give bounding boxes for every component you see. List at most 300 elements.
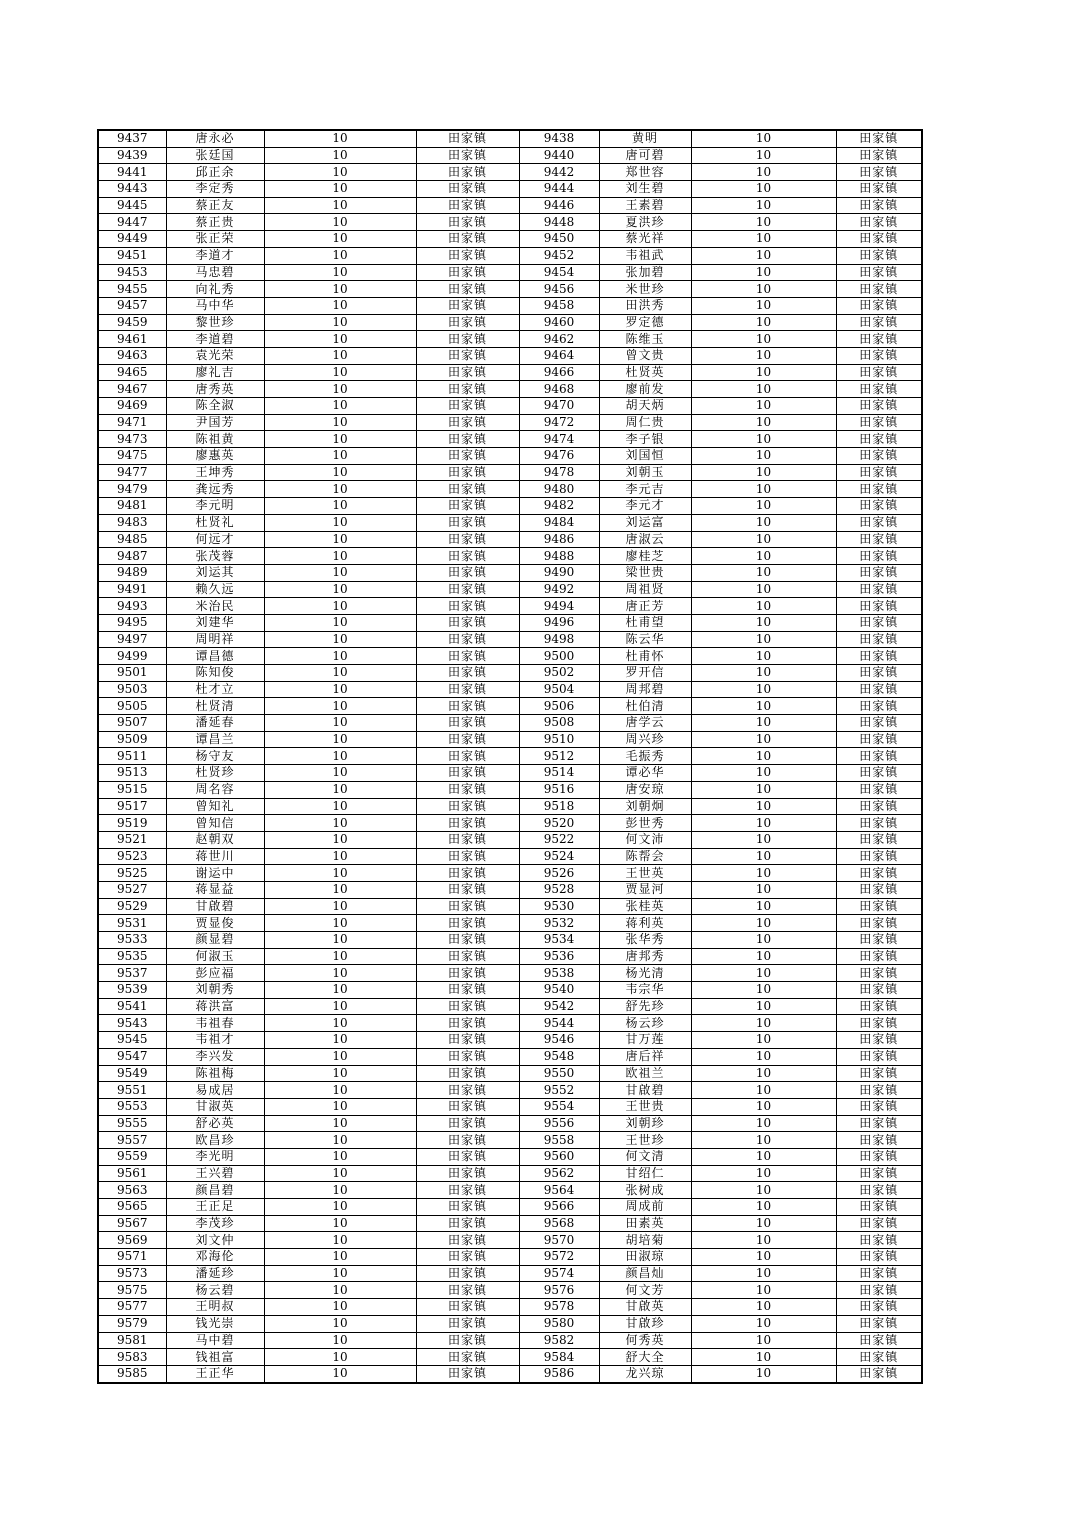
amount-cell: 10 xyxy=(691,1165,836,1182)
town-cell: 田家镇 xyxy=(416,932,519,949)
amount-cell: 10 xyxy=(264,481,416,498)
town-cell: 田家镇 xyxy=(416,448,519,465)
town-cell: 田家镇 xyxy=(836,1148,922,1165)
amount-cell: 10 xyxy=(264,731,416,748)
number-cell: 9459 xyxy=(98,314,166,331)
number-cell: 9502 xyxy=(519,665,599,682)
number-cell: 9558 xyxy=(519,1132,599,1149)
table-row xyxy=(98,548,922,565)
amount-cell: 10 xyxy=(264,948,416,965)
number-cell: 9554 xyxy=(519,1098,599,1115)
name-cell: 罗开信 xyxy=(599,665,691,682)
amount-cell: 10 xyxy=(691,932,836,949)
name-cell: 唐正芳 xyxy=(599,598,691,615)
amount-cell: 10 xyxy=(264,631,416,648)
town-cell: 田家镇 xyxy=(416,1048,519,1065)
amount-cell: 10 xyxy=(691,748,836,765)
name-cell: 马中华 xyxy=(166,297,264,314)
number-cell: 9460 xyxy=(519,314,599,331)
town-cell: 田家镇 xyxy=(836,731,922,748)
name-cell: 刘运富 xyxy=(599,514,691,531)
name-cell: 胡培菊 xyxy=(599,1232,691,1249)
number-cell: 9457 xyxy=(98,297,166,314)
town-cell: 田家镇 xyxy=(836,297,922,314)
town-cell: 田家镇 xyxy=(416,1215,519,1232)
amount-cell: 10 xyxy=(264,448,416,465)
amount-cell: 10 xyxy=(691,1232,836,1249)
town-cell: 田家镇 xyxy=(836,848,922,865)
table-row xyxy=(98,531,922,548)
name-cell: 何秀英 xyxy=(599,1332,691,1349)
amount-cell: 10 xyxy=(264,1332,416,1349)
name-cell: 杜甫望 xyxy=(599,614,691,631)
name-cell: 王明叔 xyxy=(166,1299,264,1316)
name-cell: 唐后祥 xyxy=(599,1048,691,1065)
number-cell: 9472 xyxy=(519,414,599,431)
amount-cell: 10 xyxy=(691,314,836,331)
number-cell: 9471 xyxy=(98,414,166,431)
town-cell: 田家镇 xyxy=(836,982,922,999)
table-row xyxy=(98,1249,922,1266)
amount-cell: 10 xyxy=(691,1282,836,1299)
table-row xyxy=(98,881,922,898)
name-cell: 龚远秀 xyxy=(166,481,264,498)
name-cell: 张廷国 xyxy=(166,147,264,164)
town-cell: 田家镇 xyxy=(416,1265,519,1282)
name-cell: 廖桂芝 xyxy=(599,548,691,565)
number-cell: 9443 xyxy=(98,181,166,198)
number-cell: 9531 xyxy=(98,915,166,932)
number-cell: 9545 xyxy=(98,1032,166,1049)
amount-cell: 10 xyxy=(264,1232,416,1249)
town-cell: 田家镇 xyxy=(416,1082,519,1099)
amount-cell: 10 xyxy=(691,331,836,348)
name-cell: 王世贵 xyxy=(599,1098,691,1115)
town-cell: 田家镇 xyxy=(416,631,519,648)
amount-cell: 10 xyxy=(264,1249,416,1266)
town-cell: 田家镇 xyxy=(416,181,519,198)
name-cell: 曾文贵 xyxy=(599,347,691,364)
number-cell: 9544 xyxy=(519,1015,599,1032)
town-cell: 田家镇 xyxy=(836,748,922,765)
number-cell: 9567 xyxy=(98,1215,166,1232)
town-cell: 田家镇 xyxy=(416,748,519,765)
table-row xyxy=(98,1282,922,1299)
number-cell: 9566 xyxy=(519,1199,599,1216)
amount-cell: 10 xyxy=(691,481,836,498)
amount-cell: 10 xyxy=(264,414,416,431)
number-cell: 9550 xyxy=(519,1065,599,1082)
town-cell: 田家镇 xyxy=(836,681,922,698)
amount-cell: 10 xyxy=(264,548,416,565)
amount-cell: 10 xyxy=(264,281,416,298)
number-cell: 9585 xyxy=(98,1365,166,1382)
town-cell: 田家镇 xyxy=(416,381,519,398)
number-cell: 9546 xyxy=(519,1032,599,1049)
amount-cell: 10 xyxy=(264,264,416,281)
amount-cell: 10 xyxy=(691,1115,836,1132)
table-row xyxy=(98,381,922,398)
name-cell: 何淑玉 xyxy=(166,948,264,965)
town-cell: 田家镇 xyxy=(416,281,519,298)
town-cell: 田家镇 xyxy=(836,1215,922,1232)
name-cell: 李子银 xyxy=(599,431,691,448)
name-cell: 杜贤清 xyxy=(166,698,264,715)
number-cell: 9492 xyxy=(519,581,599,598)
table-row xyxy=(98,181,922,198)
amount-cell: 10 xyxy=(264,381,416,398)
name-cell: 廖惠英 xyxy=(166,448,264,465)
number-cell: 9562 xyxy=(519,1165,599,1182)
number-cell: 9528 xyxy=(519,881,599,898)
name-cell: 刘朝秀 xyxy=(166,982,264,999)
amount-cell: 10 xyxy=(691,164,836,181)
number-cell: 9516 xyxy=(519,781,599,798)
number-cell: 9576 xyxy=(519,1282,599,1299)
town-cell: 田家镇 xyxy=(416,1249,519,1266)
amount-cell: 10 xyxy=(264,1082,416,1099)
town-cell: 田家镇 xyxy=(416,581,519,598)
table-row xyxy=(98,164,922,181)
name-cell: 毛振秀 xyxy=(599,748,691,765)
number-cell: 9512 xyxy=(519,748,599,765)
name-cell: 陈祖黄 xyxy=(166,431,264,448)
amount-cell: 10 xyxy=(264,614,416,631)
amount-cell: 10 xyxy=(264,364,416,381)
town-cell: 田家镇 xyxy=(416,314,519,331)
amount-cell: 10 xyxy=(264,1365,416,1382)
town-cell: 田家镇 xyxy=(836,531,922,548)
number-cell: 9586 xyxy=(519,1365,599,1382)
table-row xyxy=(98,831,922,848)
town-cell: 田家镇 xyxy=(836,1315,922,1332)
town-cell: 田家镇 xyxy=(836,181,922,198)
amount-cell: 10 xyxy=(691,498,836,515)
number-cell: 9468 xyxy=(519,381,599,398)
name-cell: 蔡正贵 xyxy=(166,214,264,231)
town-cell: 田家镇 xyxy=(416,297,519,314)
amount-cell: 10 xyxy=(691,898,836,915)
name-cell: 刘朝炯 xyxy=(599,798,691,815)
name-cell: 甘淑英 xyxy=(166,1098,264,1115)
name-cell: 刘朝珍 xyxy=(599,1115,691,1132)
amount-cell: 10 xyxy=(691,1199,836,1216)
table-row xyxy=(98,197,922,214)
number-cell: 9479 xyxy=(98,481,166,498)
table-row xyxy=(98,581,922,598)
amount-cell: 10 xyxy=(691,881,836,898)
name-cell: 田洪秀 xyxy=(599,297,691,314)
table-row xyxy=(98,1182,922,1199)
name-cell: 陈帮会 xyxy=(599,848,691,865)
number-cell: 9484 xyxy=(519,514,599,531)
town-cell: 田家镇 xyxy=(416,1332,519,1349)
town-cell: 田家镇 xyxy=(836,665,922,682)
amount-cell: 10 xyxy=(691,181,836,198)
amount-cell: 10 xyxy=(691,982,836,999)
name-cell: 田素英 xyxy=(599,1215,691,1232)
town-cell: 田家镇 xyxy=(416,698,519,715)
town-cell: 田家镇 xyxy=(836,214,922,231)
name-cell: 王世英 xyxy=(599,865,691,882)
name-cell: 李茂珍 xyxy=(166,1215,264,1232)
name-cell: 李道才 xyxy=(166,247,264,264)
amount-cell: 10 xyxy=(691,1249,836,1266)
table-row xyxy=(98,681,922,698)
amount-cell: 10 xyxy=(691,715,836,732)
number-cell: 9509 xyxy=(98,731,166,748)
amount-cell: 10 xyxy=(691,464,836,481)
town-cell: 田家镇 xyxy=(836,197,922,214)
town-cell: 田家镇 xyxy=(416,731,519,748)
amount-cell: 10 xyxy=(264,1148,416,1165)
table-row xyxy=(98,1032,922,1049)
name-cell: 谢运中 xyxy=(166,865,264,882)
amount-cell: 10 xyxy=(264,598,416,615)
name-cell: 夏洪珍 xyxy=(599,214,691,231)
name-cell: 李元才 xyxy=(599,498,691,515)
table-row xyxy=(98,1365,922,1382)
number-cell: 9561 xyxy=(98,1165,166,1182)
name-cell: 廖前发 xyxy=(599,381,691,398)
number-cell: 9580 xyxy=(519,1315,599,1332)
amount-cell: 10 xyxy=(264,798,416,815)
amount-cell: 10 xyxy=(691,231,836,248)
amount-cell: 10 xyxy=(691,1182,836,1199)
number-cell: 9569 xyxy=(98,1232,166,1249)
town-cell: 田家镇 xyxy=(416,398,519,415)
town-cell: 田家镇 xyxy=(416,514,519,531)
name-cell: 袁光荣 xyxy=(166,347,264,364)
table-row xyxy=(98,698,922,715)
amount-cell: 10 xyxy=(691,381,836,398)
name-cell: 曾知礼 xyxy=(166,798,264,815)
town-cell: 田家镇 xyxy=(836,598,922,615)
number-cell: 9440 xyxy=(519,147,599,164)
town-cell: 田家镇 xyxy=(416,781,519,798)
number-cell: 9469 xyxy=(98,398,166,415)
town-cell: 田家镇 xyxy=(416,1315,519,1332)
number-cell: 9451 xyxy=(98,247,166,264)
amount-cell: 10 xyxy=(264,765,416,782)
table-row xyxy=(98,665,922,682)
amount-cell: 10 xyxy=(264,898,416,915)
number-cell: 9536 xyxy=(519,948,599,965)
name-cell: 甘啟英 xyxy=(599,1299,691,1316)
town-cell: 田家镇 xyxy=(836,314,922,331)
town-cell: 田家镇 xyxy=(416,564,519,581)
table-row xyxy=(98,1315,922,1332)
number-cell: 9499 xyxy=(98,648,166,665)
name-cell: 钱光崇 xyxy=(166,1315,264,1332)
amount-cell: 10 xyxy=(691,948,836,965)
town-cell: 田家镇 xyxy=(416,364,519,381)
table-row xyxy=(98,948,922,965)
amount-cell: 10 xyxy=(691,681,836,698)
amount-cell: 10 xyxy=(264,498,416,515)
amount-cell: 10 xyxy=(691,781,836,798)
amount-cell: 10 xyxy=(691,831,836,848)
name-cell: 潘延春 xyxy=(166,715,264,732)
amount-cell: 10 xyxy=(264,464,416,481)
amount-cell: 10 xyxy=(691,1148,836,1165)
amount-cell: 10 xyxy=(691,1098,836,1115)
town-cell: 田家镇 xyxy=(416,247,519,264)
name-cell: 邓海伦 xyxy=(166,1249,264,1266)
town-cell: 田家镇 xyxy=(416,1199,519,1216)
name-cell: 甘啟碧 xyxy=(599,1082,691,1099)
amount-cell: 10 xyxy=(264,564,416,581)
town-cell: 田家镇 xyxy=(836,1199,922,1216)
number-cell: 9456 xyxy=(519,281,599,298)
town-cell: 田家镇 xyxy=(416,130,519,147)
number-cell: 9450 xyxy=(519,231,599,248)
table-row xyxy=(98,1265,922,1282)
amount-cell: 10 xyxy=(691,347,836,364)
town-cell: 田家镇 xyxy=(836,481,922,498)
name-cell: 杜贤英 xyxy=(599,364,691,381)
name-cell: 王坤秀 xyxy=(166,464,264,481)
amount-cell: 10 xyxy=(264,431,416,448)
town-cell: 田家镇 xyxy=(416,481,519,498)
table-row xyxy=(98,247,922,264)
number-cell: 9539 xyxy=(98,982,166,999)
name-cell: 尹国芳 xyxy=(166,414,264,431)
town-cell: 田家镇 xyxy=(416,614,519,631)
town-cell: 田家镇 xyxy=(416,431,519,448)
name-cell: 廖礼吉 xyxy=(166,364,264,381)
name-cell: 黄明 xyxy=(599,130,691,147)
number-cell: 9508 xyxy=(519,715,599,732)
number-cell: 9449 xyxy=(98,231,166,248)
amount-cell: 10 xyxy=(264,1265,416,1282)
table-row xyxy=(98,598,922,615)
name-cell: 罗定德 xyxy=(599,314,691,331)
amount-cell: 10 xyxy=(264,648,416,665)
table-row xyxy=(98,347,922,364)
name-cell: 刘运其 xyxy=(166,564,264,581)
name-cell: 张树成 xyxy=(599,1182,691,1199)
town-cell: 田家镇 xyxy=(416,548,519,565)
amount-cell: 10 xyxy=(264,665,416,682)
name-cell: 王正华 xyxy=(166,1365,264,1382)
name-cell: 陈知俊 xyxy=(166,665,264,682)
town-cell: 田家镇 xyxy=(836,1115,922,1132)
roster-table-body xyxy=(98,130,922,1383)
amount-cell: 10 xyxy=(691,614,836,631)
name-cell: 杜才立 xyxy=(166,681,264,698)
name-cell: 向礼秀 xyxy=(166,281,264,298)
number-cell: 9480 xyxy=(519,481,599,498)
town-cell: 田家镇 xyxy=(416,1182,519,1199)
name-cell: 唐淑云 xyxy=(599,531,691,548)
name-cell: 甘万莲 xyxy=(599,1032,691,1049)
table-row xyxy=(98,464,922,481)
amount-cell: 10 xyxy=(691,648,836,665)
name-cell: 杜贤珍 xyxy=(166,765,264,782)
number-cell: 9503 xyxy=(98,681,166,698)
name-cell: 周成前 xyxy=(599,1199,691,1216)
table-row xyxy=(98,965,922,982)
town-cell: 田家镇 xyxy=(416,998,519,1015)
number-cell: 9488 xyxy=(519,548,599,565)
town-cell: 田家镇 xyxy=(836,1282,922,1299)
town-cell: 田家镇 xyxy=(836,414,922,431)
table-row xyxy=(98,998,922,1015)
town-cell: 田家镇 xyxy=(836,281,922,298)
number-cell: 9559 xyxy=(98,1148,166,1165)
town-cell: 田家镇 xyxy=(416,1299,519,1316)
amount-cell: 10 xyxy=(691,548,836,565)
name-cell: 唐可碧 xyxy=(599,147,691,164)
table-row xyxy=(98,398,922,415)
name-cell: 唐学云 xyxy=(599,715,691,732)
amount-cell: 10 xyxy=(691,965,836,982)
table-row xyxy=(98,631,922,648)
name-cell: 颜昌碧 xyxy=(166,1182,264,1199)
town-cell: 田家镇 xyxy=(836,448,922,465)
town-cell: 田家镇 xyxy=(416,982,519,999)
amount-cell: 10 xyxy=(691,564,836,581)
number-cell: 9448 xyxy=(519,214,599,231)
amount-cell: 10 xyxy=(264,147,416,164)
amount-cell: 10 xyxy=(691,414,836,431)
town-cell: 田家镇 xyxy=(416,881,519,898)
number-cell: 9491 xyxy=(98,581,166,598)
table-row xyxy=(98,781,922,798)
name-cell: 何文沛 xyxy=(599,831,691,848)
table-row xyxy=(98,898,922,915)
number-cell: 9578 xyxy=(519,1299,599,1316)
town-cell: 田家镇 xyxy=(836,1332,922,1349)
name-cell: 王兴碧 xyxy=(166,1165,264,1182)
town-cell: 田家镇 xyxy=(836,1249,922,1266)
number-cell: 9549 xyxy=(98,1065,166,1082)
name-cell: 舒大全 xyxy=(599,1349,691,1366)
table-row xyxy=(98,264,922,281)
name-cell: 韦祖武 xyxy=(599,247,691,264)
amount-cell: 10 xyxy=(264,681,416,698)
amount-cell: 10 xyxy=(691,197,836,214)
number-cell: 9564 xyxy=(519,1182,599,1199)
town-cell: 田家镇 xyxy=(836,264,922,281)
name-cell: 彭应福 xyxy=(166,965,264,982)
amount-cell: 10 xyxy=(264,848,416,865)
town-cell: 田家镇 xyxy=(836,614,922,631)
amount-cell: 10 xyxy=(264,581,416,598)
table-row xyxy=(98,1082,922,1099)
name-cell: 周仁贵 xyxy=(599,414,691,431)
table-row xyxy=(98,1165,922,1182)
name-cell: 颜显碧 xyxy=(166,932,264,949)
town-cell: 田家镇 xyxy=(416,347,519,364)
name-cell: 甘绍仁 xyxy=(599,1165,691,1182)
name-cell: 张桂英 xyxy=(599,898,691,915)
name-cell: 舒必英 xyxy=(166,1115,264,1132)
table-row xyxy=(98,1048,922,1065)
amount-cell: 10 xyxy=(264,231,416,248)
amount-cell: 10 xyxy=(264,915,416,932)
town-cell: 田家镇 xyxy=(416,164,519,181)
town-cell: 田家镇 xyxy=(836,648,922,665)
amount-cell: 10 xyxy=(264,698,416,715)
number-cell: 9465 xyxy=(98,364,166,381)
amount-cell: 10 xyxy=(264,1115,416,1132)
amount-cell: 10 xyxy=(264,197,416,214)
town-cell: 田家镇 xyxy=(416,464,519,481)
town-cell: 田家镇 xyxy=(836,881,922,898)
name-cell: 王正足 xyxy=(166,1199,264,1216)
